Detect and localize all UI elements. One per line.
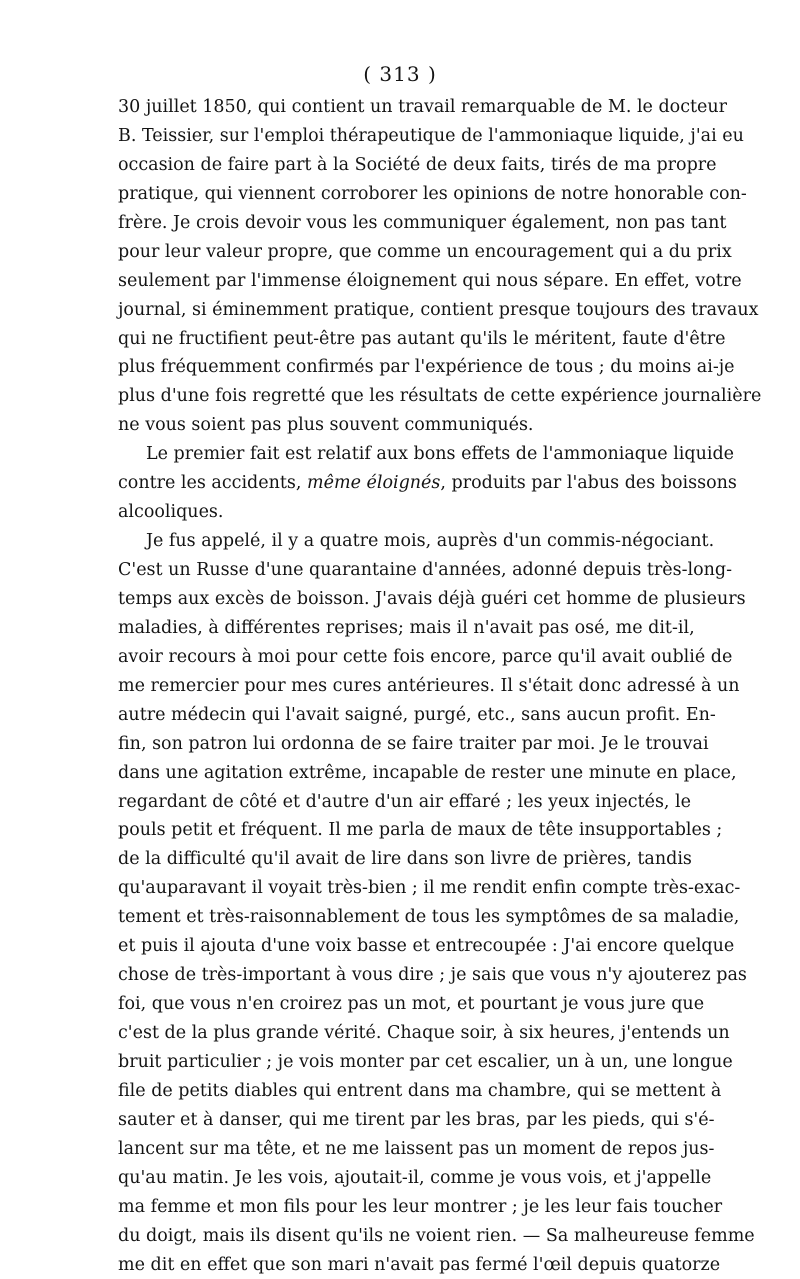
text-line: ma femme et mon fils pour les leur montrer ; je les leur fais toucher [118, 1193, 683, 1222]
body-text [118, 93, 683, 1279]
text-line: file de petits diables qui entrent dans ma chambre, qui se mettent à [118, 1077, 683, 1106]
text-line: C'est un Russe d'une quarantaine d'années, adonné depuis très-long- [118, 556, 683, 585]
text-line: du doigt, mais ils disent qu'ils ne voient rien. — Sa malheureuse femme [118, 1222, 683, 1251]
text-line: lancent sur ma tête, et ne me laissent pas un moment de repos jus- [118, 1135, 683, 1164]
text-line: foi, que vous n'en croirez pas un mot, et pourtant je vous jure que [118, 990, 683, 1019]
text-line: plus fréquemment confirmés par l'expérience de tous ; du moins ai-je [118, 353, 683, 382]
text-line: 30 juillet 1850, qui contient un travail remarquable de M. le docteur [118, 93, 683, 122]
text-line: et puis il ajouta d'une voix basse et entrecoupée : J'ai encore quelque [118, 932, 683, 961]
text-line: Je fus appelé, il y a quatre mois, auprès d'un commis-négociant. [118, 527, 683, 556]
text-line: journal, si éminemment pratique, contient presque toujours des travaux [118, 296, 683, 325]
text-line: tement et très-raisonnablement de tous les symptômes de sa maladie, [118, 903, 683, 932]
text-line: avoir recours à moi pour cette fois encore, parce qu'il avait oublié de [118, 643, 683, 672]
page-number: ( 313 ) [0, 62, 800, 86]
text-line: de la difficulté qu'il avait de lire dans son livre de prières, tandis [118, 845, 683, 874]
text-line: autre médecin qui l'avait saigné, purgé, etc., sans aucun profit. En- [118, 701, 683, 730]
text-line: temps aux excès de boisson. J'avais déjà guéri cet homme de plusieurs [118, 585, 683, 614]
text-line: contre les accidents, même éloignés, produits par l'abus des boissons [118, 469, 683, 498]
text-line: c'est de la plus grande vérité. Chaque soir, à six heures, j'entends un [118, 1019, 683, 1048]
text-line: regardant de côté et d'autre d'un air effaré ; les yeux injectés, le [118, 788, 683, 817]
emphasis-text: même éloignés [307, 473, 440, 493]
text-line: maladies, à différentes reprises; mais il n'avait pas osé, me dit-il, [118, 614, 683, 643]
text-line: fin, son patron lui ordonna de se faire traiter par moi. Je le trouvai [118, 730, 683, 759]
text-line: frère. Je crois devoir vous les communiquer également, non pas tant [118, 209, 683, 238]
text-line: seulement par l'immense éloignement qui nous sépare. En effet, votre [118, 267, 683, 296]
text-line: dans une agitation extrême, incapable de rester une minute en place, [118, 759, 683, 788]
text-line: qu'au matin. Je les vois, ajoutait-il, comme je vous vois, et j'appelle [118, 1164, 683, 1193]
text-line: qu'auparavant il voyait très-bien ; il me rendit enfin compte très-exac- [118, 874, 683, 903]
text-line: alcooliques. [118, 498, 683, 527]
text-line: occasion de faire part à la Société de deux faits, tirés de ma propre [118, 151, 683, 180]
text-line: pouls petit et fréquent. Il me parla de maux de tête insupportables ; [118, 816, 683, 845]
text-line: me remercier pour mes cures antérieures. Il s'était donc adressé à un [118, 672, 683, 701]
text-line: qui ne fructifient peut-être pas autant qu'ils le méritent, faute d'être [118, 325, 683, 354]
paragraph-3 [118, 527, 683, 1279]
text-line: plus d'une fois regretté que les résultats de cette expérience journalière [118, 382, 683, 411]
text-line: bruit particulier ; je vois monter par cet escalier, un à un, une longue [118, 1048, 683, 1077]
text-line: B. Teissier, sur l'emploi thérapeutique de l'ammoniaque liquide, j'ai eu [118, 122, 683, 151]
text-line: pour leur valeur propre, que comme un encouragement qui a du prix [118, 238, 683, 267]
text-line: Le premier fait est relatif aux bons effets de l'ammoniaque liquide [118, 440, 683, 469]
text-line: chose de très-important à vous dire ; je sais que vous n'y ajouterez pas [118, 961, 683, 990]
paragraph-2 [118, 440, 683, 527]
text-line: pratique, qui viennent corroborer les opinions de notre honorable con- [118, 180, 683, 209]
text-line: me dit en effet que son mari n'avait pas fermé l'œil depuis quatorze [118, 1251, 683, 1279]
paragraph-1 [118, 93, 683, 440]
text-line: ne vous soient pas plus souvent communiqués. [118, 411, 683, 440]
text-line: sauter et à danser, qui me tirent par les bras, par les pieds, qui s'é- [118, 1106, 683, 1135]
